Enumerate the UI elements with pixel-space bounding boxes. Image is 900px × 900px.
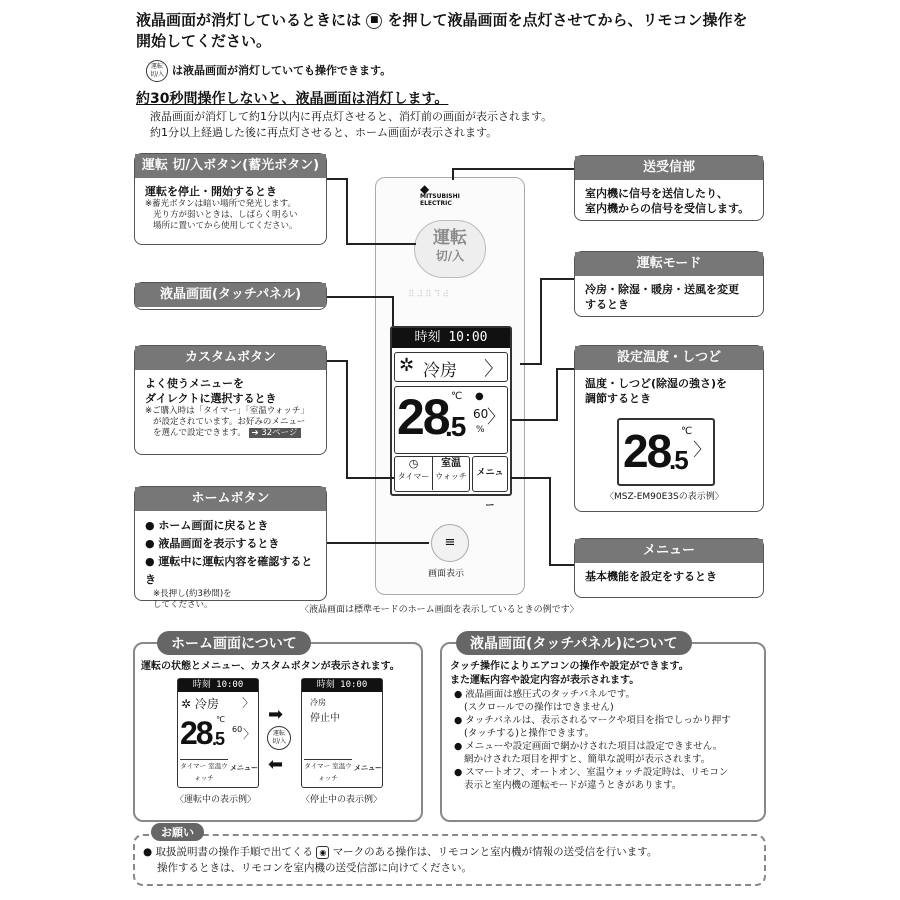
callout-home: ホームボタン ● ホーム画面に戻るとき ● 液晶画面を表示するとき ● 運転中に運転内容を確認するとき ※長押し(約3秒間)を してください。 (134, 486, 327, 601)
callout-unten: 運転 切/入ボタン(蓄光ボタン) 運転を停止・開始するとき ※蓄光ボタンは暗い場所で発光します。 光り方が弱いときは、しばらく明るい 場所に置いてから使用してください。 (134, 153, 327, 245)
brand-logo: ◆ MITSUBISHI ELECTRIC (420, 182, 460, 207)
leader-line (346, 243, 416, 245)
diamond-logo-icon: ◆ (420, 182, 430, 196)
leader-line (556, 368, 558, 420)
remote-control (375, 177, 525, 595)
clock-icon: ◷ (408, 457, 419, 470)
leader-line (392, 296, 394, 326)
home-button-icon: ■ (366, 13, 382, 29)
arrow-right-icon: ➡ (268, 704, 284, 725)
leader-line (327, 296, 393, 298)
droplet-icon: ● (475, 391, 484, 402)
lcd-time: 時刻 10:00 (392, 328, 510, 348)
menu-lines-icon: ≡ (444, 535, 456, 550)
header-sub1: 液晶画面が消灯して約1分以内に再点灯させると、消灯前の画面が表示されます。 (150, 110, 553, 123)
unten-button[interactable]: 運転 切/入 (414, 220, 486, 278)
home-section: ホーム画面について 運転の状態とメニュー、カスタムボタンが表示されます。 時刻 10:00 ✲ 冷房 〉 28 .5 ℃ 60 〉 タイマー 室温ウォッチ メニュー 〈運転中の表示例〉 ➡ 運転 切/入 ⬅ 時刻 10:00 冷房 停止中 タイマー 室温ウォッチ メニュー 〈停止中の表示例〉 (133, 642, 423, 822)
leader-line (452, 168, 574, 170)
callout-custom: カスタムボタン よく使うメニューを ダイレクトに選択するとき ※ご購入時は「タイマー」「室温ウォッチ」 が設定されています。お好みのメニュー を選んで設定できます。 ➔ 32ページ (134, 345, 327, 455)
callout-menu: メニュー 基本機能を設定をするとき (574, 538, 764, 598)
leader-line (327, 542, 429, 544)
leader-line (520, 363, 542, 365)
arrow-left-icon: ⬅ (268, 754, 284, 775)
chevron-right-icon: 〉 (242, 727, 255, 741)
leader-line (549, 477, 551, 565)
request-section: お願い ● 取扱説明書の操作手順で出てくる ◉ マークのある操作は、リモコンと室内機が情報の送受信を行います。 操作するときは、リモコンを室内機の送受信部に向けてください。 (133, 834, 766, 886)
leader-line (540, 278, 542, 364)
braille-dots: ⠿⠼⠿⠹⠾ (408, 290, 451, 300)
temperature-button[interactable]: 28 .5 ℃ ● 60 % 〉 (394, 386, 508, 454)
chevron-right-icon: 〉 (487, 407, 505, 428)
page-ref-badge: ➔ 32ページ (249, 428, 301, 438)
menu-button[interactable]: メニュー (472, 456, 508, 492)
home-button-label: 画面表示 (428, 569, 465, 579)
leader-line (346, 360, 348, 478)
leader-line (510, 419, 558, 421)
leader-line (346, 178, 348, 244)
leader-line (346, 477, 394, 479)
leader-line (556, 368, 574, 370)
unten-badge-icon: 運転 切/入 (267, 726, 291, 750)
mode-button[interactable]: ✲ 冷房 〉 (394, 352, 508, 382)
transmit-icon: ◉ (316, 846, 329, 859)
timer-custom-button[interactable]: ◷ タイマー (395, 457, 433, 490)
lcd-section: 液晶画面(タッチパネル)について タッチ操作によりエアコンの操作や設定ができます。 また運転内容や設定内容が表示されます。 ● 液晶画面は感圧式のタッチパネルです。 (スクロールでの操作はできません) ● タッチパネルは、表示されるマークや項目を指でしっかり押す (タッチする)と操作できます。 ● メニューや設定画面で網かけされた項目は設定できません。 網かけされた項目を押すと、簡単な説明が表示されます。 ● スマートオフ、オートオン、室温ウォッチ設定時は、リモコン 表示と室内機の運転モードが違うときがあります。 (440, 642, 766, 822)
leader-line (549, 564, 574, 566)
chevron-right-icon: 〉 (693, 440, 711, 461)
leader-line (540, 278, 574, 280)
main-caption: 〈液晶画面は標準モードのホーム画面を表示しているときの例です〉 (300, 605, 579, 615)
header-sub2: 約1分以上経過した後に再点灯させると、ホーム画面が表示されます。 (150, 126, 498, 139)
leader-line (510, 477, 550, 479)
callout-temp: 設定温度・しつど 温度・しつど(除湿の強さ)を 調節するとき 28 .5 ℃ 〉 〈MSZ-EM90E3Sの表示例〉 (574, 345, 764, 512)
callout-lcd: 液晶画面(タッチパネル) (134, 282, 327, 310)
callout-sojushin: 送受信部 室内機に信号を送信したり、 室内機からの信号を受信します。 (574, 155, 764, 221)
chevron-right-icon: 〉 (483, 358, 503, 380)
warning-text: 約30秒間操作しないと、液晶画面は消灯します。 (136, 91, 449, 107)
temp-example-display: 28 .5 ℃ 〉 (617, 418, 715, 486)
snowflake-icon: ✲ (399, 355, 415, 376)
header-line2: 開始してください。 (136, 32, 272, 50)
header-line1: 液晶画面が消灯しているときには ■ を押して液晶画面を点灯させてから、リモコン操作を (136, 11, 748, 29)
leader-line (327, 178, 347, 180)
chevron-right-icon: 〉 (241, 696, 254, 710)
leader-line (327, 360, 347, 362)
running-example-screen: 時刻 10:00 ✲ 冷房 〉 28 .5 ℃ 60 〉 タイマー 室温ウォッチ メニュー (177, 678, 259, 788)
header-note: は液晶画面が消灯していても操作できます。 (172, 64, 392, 77)
snowflake-icon: ✲ (181, 697, 192, 711)
room-watch-custom-button[interactable]: 室温 ウォッチ (435, 458, 467, 481)
callout-mode: 運転モード 冷房・除湿・暖房・送風を変更 するとき (574, 251, 764, 317)
lcd-screen[interactable] (390, 326, 512, 511)
stopped-example-screen: 時刻 10:00 冷房 停止中 タイマー 室温ウォッチ メニュー (301, 678, 383, 788)
unten-badge-icon: 運転切/入 (146, 60, 168, 82)
custom-buttons (394, 456, 470, 492)
home-button[interactable] (431, 524, 469, 562)
